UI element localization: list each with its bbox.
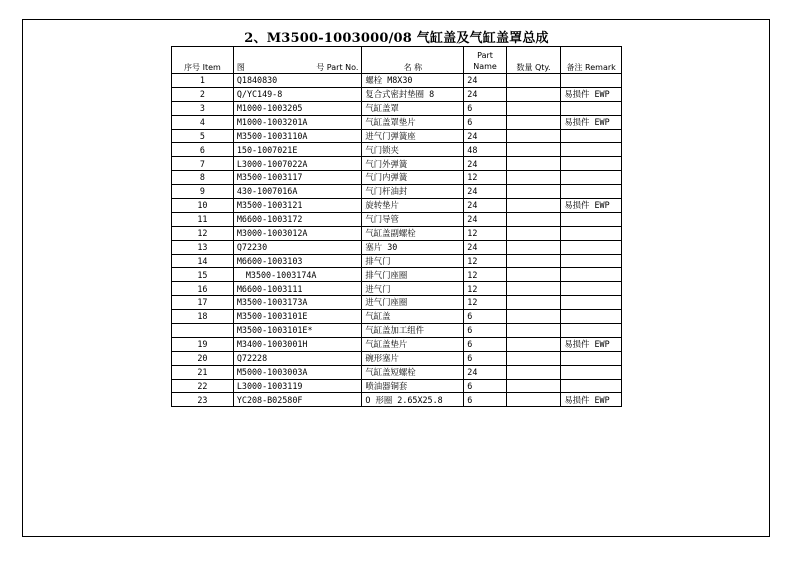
table-row [172, 87, 622, 101]
table-row [172, 115, 622, 129]
cell-seq: 5 [172, 129, 234, 143]
cell-name: 气门内弹簧 [362, 171, 464, 185]
cell-seq: 10 [172, 199, 234, 213]
cell-remark [561, 226, 622, 240]
table-row [172, 143, 622, 157]
cell-seq: 14 [172, 254, 234, 268]
cell-seq: 12 [172, 226, 234, 240]
cell-seq: 17 [172, 296, 234, 310]
cell-seq: 3 [172, 101, 234, 115]
cell-quantity [506, 199, 561, 213]
cell-part-no: 150-1007021E [233, 143, 362, 157]
cell-seq [172, 324, 234, 338]
cell-remark [561, 282, 622, 296]
cell-part-name-qty: 6 [464, 101, 506, 115]
header-part-left: 图 [236, 63, 245, 72]
cell-name: 气缸盖副螺栓 [362, 226, 464, 240]
cell-part-no: M5000-1003003A [233, 365, 362, 379]
cell-name: 塞片 30 [362, 240, 464, 254]
table-row [172, 171, 622, 185]
cell-seq: 19 [172, 337, 234, 351]
header-seq: 序号 Item [172, 47, 234, 74]
cell-seq: 6 [172, 143, 234, 157]
table-row [172, 351, 622, 365]
cell-part-no: M3500-1003101E* [233, 324, 362, 338]
cell-quantity [506, 393, 561, 407]
cell-part-no: Q72230 [233, 240, 362, 254]
cell-quantity [506, 171, 561, 185]
cell-seq: 1 [172, 74, 234, 88]
table-row [172, 324, 622, 338]
table-row [172, 393, 622, 407]
cell-name: 气缸盖垫片 [362, 337, 464, 351]
cell-part-name-qty: 6 [464, 351, 506, 365]
cell-quantity [506, 157, 561, 171]
cell-quantity [506, 185, 561, 199]
cell-part-no: M3000-1003012A [233, 226, 362, 240]
cell-part-name-qty: 6 [464, 337, 506, 351]
cell-part-no: M1000-1003205 [233, 101, 362, 115]
cell-seq: 22 [172, 379, 234, 393]
cell-part-no: M6600-1003172 [233, 212, 362, 226]
cell-remark [561, 129, 622, 143]
cell-seq: 18 [172, 310, 234, 324]
table-row [172, 240, 622, 254]
cell-part-name-qty: 24 [464, 240, 506, 254]
header-quantity: 数量 Qty. [506, 47, 561, 74]
cell-part-no: M3500-1003101E [233, 310, 362, 324]
cell-part-no: M3400-1003001H [233, 337, 362, 351]
cell-quantity [506, 379, 561, 393]
cell-part-no: YC208-B02580F [233, 393, 362, 407]
header-part-name [464, 47, 506, 74]
cell-quantity [506, 310, 561, 324]
cell-name: 排气门 [362, 254, 464, 268]
cell-quantity [506, 268, 561, 282]
cell-name: 进气门座圈 [362, 296, 464, 310]
cell-remark [561, 157, 622, 171]
cell-part-name-qty: 12 [464, 282, 506, 296]
cell-part-name-qty: 24 [464, 129, 506, 143]
table-row [172, 379, 622, 393]
cell-quantity [506, 296, 561, 310]
cell-remark [561, 310, 622, 324]
cell-part-name-qty: 12 [464, 268, 506, 282]
cell-part-name-qty: 48 [464, 143, 506, 157]
table-row [172, 254, 622, 268]
table-row [172, 157, 622, 171]
table-row [172, 101, 622, 115]
cell-quantity [506, 324, 561, 338]
table-row [172, 268, 622, 282]
table-row [172, 129, 622, 143]
cell-remark [561, 240, 622, 254]
cell-part-name-qty: 12 [464, 254, 506, 268]
cell-seq: 11 [172, 212, 234, 226]
cell-name: 气缸盖加工组件 [362, 324, 464, 338]
cell-remark [561, 171, 622, 185]
table-row [172, 310, 622, 324]
cell-seq: 23 [172, 393, 234, 407]
cell-part-name-qty: 6 [464, 379, 506, 393]
header-part-right: 号 Part No. [316, 63, 359, 72]
cell-remark: 易损件 EWP [561, 337, 622, 351]
cell-part-name-qty: 6 [464, 324, 506, 338]
cell-part-no: M3500-1003110A [233, 129, 362, 143]
cell-quantity [506, 129, 561, 143]
table-row [172, 296, 622, 310]
cell-name: 碗形塞片 [362, 351, 464, 365]
cell-quantity [506, 365, 561, 379]
cell-remark [561, 143, 622, 157]
cell-remark: 易损件 EWP [561, 115, 622, 129]
cell-name: 喷油器铜套 [362, 379, 464, 393]
cell-part-name-qty: 24 [464, 199, 506, 213]
cell-seq: 16 [172, 282, 234, 296]
cell-name: 气缸盖罩 [362, 101, 464, 115]
cell-remark [561, 324, 622, 338]
cell-remark [561, 74, 622, 88]
table-row [172, 212, 622, 226]
cell-part-no: Q1840830 [233, 74, 362, 88]
cell-quantity [506, 143, 561, 157]
cell-name: 旋转垫片 [362, 199, 464, 213]
cell-part-no: 430-1007016A [233, 185, 362, 199]
cell-name: 复合式密封垫圈 8 [362, 87, 464, 101]
cell-part-no: M6600-1003111 [233, 282, 362, 296]
cell-remark [561, 212, 622, 226]
cell-part-name-qty: 12 [464, 226, 506, 240]
cell-part-name-qty: 12 [464, 171, 506, 185]
cell-remark [561, 365, 622, 379]
cell-remark [561, 185, 622, 199]
cell-quantity [506, 254, 561, 268]
cell-quantity [506, 226, 561, 240]
cell-part-no: L3000-1003119 [233, 379, 362, 393]
cell-name: 气门外弹簧 [362, 157, 464, 171]
table-header-row [172, 47, 622, 74]
cell-seq: 15 [172, 268, 234, 282]
cell-seq: 2 [172, 87, 234, 101]
cell-name: 气门锁夹 [362, 143, 464, 157]
cell-seq: 7 [172, 157, 234, 171]
cell-seq: 4 [172, 115, 234, 129]
cell-quantity [506, 212, 561, 226]
table-row [172, 185, 622, 199]
cell-name: 气门导管 [362, 212, 464, 226]
cell-quantity [506, 240, 561, 254]
cell-quantity [506, 282, 561, 296]
cell-part-no: Q72228 [233, 351, 362, 365]
cell-part-no: Q/YC149-8 [233, 87, 362, 101]
header-name: 名 称 [362, 47, 464, 74]
cell-remark: 易损件 EWP [561, 199, 622, 213]
cell-part-name-qty: 12 [464, 296, 506, 310]
cell-name: 进气门弹簧座 [362, 129, 464, 143]
page-title: 2、M3500-1003000/08 气缸盖及气缸盖罩总成 [244, 31, 549, 46]
cell-part-no: M3500-1003117 [233, 171, 362, 185]
cell-part-name-qty: 6 [464, 393, 506, 407]
cell-remark: 易损件 EWP [561, 393, 622, 407]
cell-part-no: M3500-1003121 [233, 199, 362, 213]
parts-table-body [172, 74, 622, 407]
table-row [172, 337, 622, 351]
table-row [172, 74, 622, 88]
cell-quantity [506, 74, 561, 88]
cell-name: 排气门座圈 [362, 268, 464, 282]
cell-seq: 9 [172, 185, 234, 199]
cell-name: O 形圈 2.65X25.8 [362, 393, 464, 407]
cell-part-no: M1000-1003201A [233, 115, 362, 129]
header-part-name-line1: Part [477, 51, 493, 60]
cell-remark [561, 268, 622, 282]
table-row [172, 282, 622, 296]
cell-part-name-qty: 6 [464, 115, 506, 129]
cell-remark [561, 296, 622, 310]
cell-remark [561, 351, 622, 365]
cell-part-no: M3500-1003174A [233, 268, 362, 282]
cell-remark [561, 101, 622, 115]
cell-part-name-qty: 24 [464, 87, 506, 101]
cell-name: 螺栓 M8X30 [362, 74, 464, 88]
header-part-name-line2: Name [473, 62, 497, 71]
cell-seq: 20 [172, 351, 234, 365]
cell-part-name-qty: 24 [464, 74, 506, 88]
cell-seq: 21 [172, 365, 234, 379]
cell-part-name-qty: 24 [464, 157, 506, 171]
cell-name: 气缸盖罩垫片 [362, 115, 464, 129]
cell-quantity [506, 101, 561, 115]
parts-table [171, 46, 622, 407]
cell-quantity [506, 351, 561, 365]
cell-part-no: M6600-1003103 [233, 254, 362, 268]
cell-seq: 8 [172, 171, 234, 185]
table-row [172, 365, 622, 379]
cell-part-name-qty: 24 [464, 365, 506, 379]
cell-part-name-qty: 24 [464, 185, 506, 199]
cell-quantity [506, 87, 561, 101]
cell-name: 气缸盖 [362, 310, 464, 324]
cell-quantity [506, 337, 561, 351]
cell-part-no: M3500-1003173A [233, 296, 362, 310]
table-row [172, 199, 622, 213]
cell-part-name-qty: 6 [464, 310, 506, 324]
cell-name: 气门杆油封 [362, 185, 464, 199]
cell-remark [561, 254, 622, 268]
header-part-no [233, 47, 362, 74]
table-row [172, 226, 622, 240]
header-remark: 备注 Remark [561, 47, 622, 74]
cell-name: 气缸盖短螺栓 [362, 365, 464, 379]
cell-seq: 13 [172, 240, 234, 254]
cell-part-no: L3000-1007022A [233, 157, 362, 171]
cell-remark [561, 379, 622, 393]
cell-quantity [506, 115, 561, 129]
cell-remark: 易损件 EWP [561, 87, 622, 101]
cell-name: 进气门 [362, 282, 464, 296]
cell-part-name-qty: 24 [464, 212, 506, 226]
